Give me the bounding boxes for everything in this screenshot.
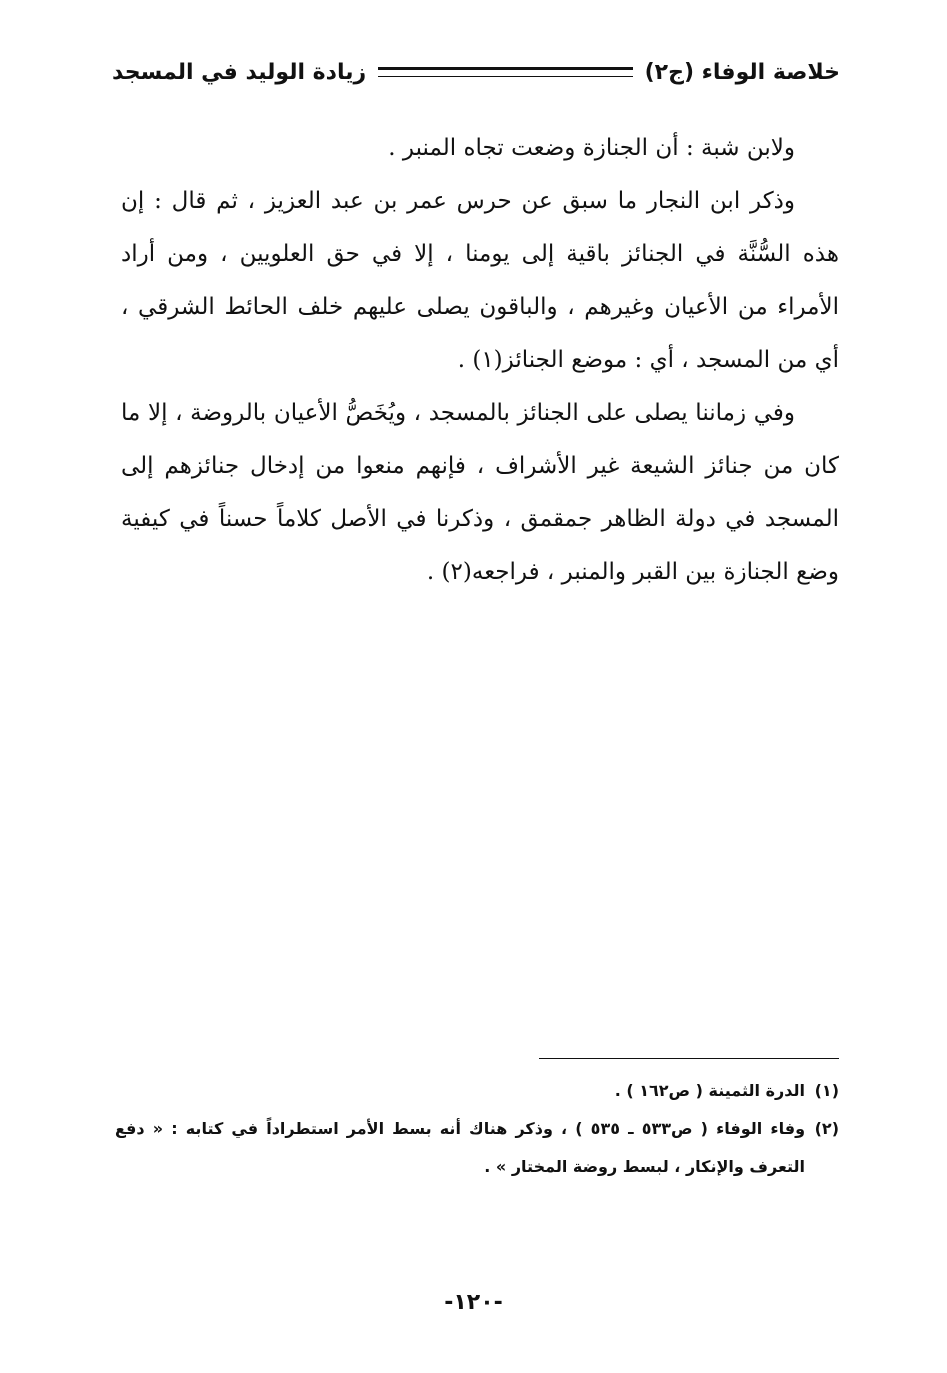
- footnote-2-text: وفاء الوفاء ( ص٥٣٣ ـ ٥٣٥ ) ، وذكر هناك أنه بسط الأمر استطراداً في كتابه : « دفع التعرف والإنكار ، لبسط روضة المختار » .: [115, 1119, 806, 1176]
- header-chapter-title: زيادة الوليد في المسجد: [112, 59, 367, 85]
- paragraph-1: ولابن شبة : أن الجنازة وضعت تجاه المنبر .: [388, 135, 795, 161]
- footnote-2-number: (٢): [814, 1119, 839, 1138]
- running-header: [112, 52, 840, 92]
- footnote-1: [115, 1072, 839, 1110]
- header-rule: [378, 67, 632, 77]
- footnote-1-number: (١): [814, 1081, 839, 1100]
- page-number: -١٢٠-: [444, 1290, 503, 1315]
- footnote-separator: [539, 1058, 839, 1059]
- footnote-1-text: الدرة الثمينة ( ص١٦٢ ) .: [614, 1081, 805, 1100]
- main-text: [121, 122, 839, 599]
- footnotes: [115, 1072, 839, 1186]
- footnote-2: [115, 1110, 839, 1186]
- header-book-title: خلاصة الوفاء (ج٢): [644, 59, 840, 85]
- paragraph-3: وفي زماننا يصلى على الجنائز بالمسجد ، ويُخَصُّ الأعيان بالروضة ، إلا ما كان من جنائز الشيعة غير الأشراف ، فإنهم منعوا من إدخال جنائزهم إلى المسجد في دولة الظاهر جمقمق ، وذكرنا في الأصل كلاماً حسناً في كيفية وضع الجنازة بين القبر والمنبر ، فراجعه(٢) .: [121, 400, 839, 585]
- paragraph-2: وذكر ابن النجار ما سبق عن حرس عمر بن عبد العزيز ، ثم قال : إن هذه السُّنَّة في الجنائز باقية إلى يومنا ، إلا في حق العلويين ، ومن أراد الأمراء من الأعيان وغيرهم ، والباقون يصلى عليهم خلف الحائط الشرقي ، أي من المسجد ، أي : موضع الجنائز(١) .: [121, 188, 839, 373]
